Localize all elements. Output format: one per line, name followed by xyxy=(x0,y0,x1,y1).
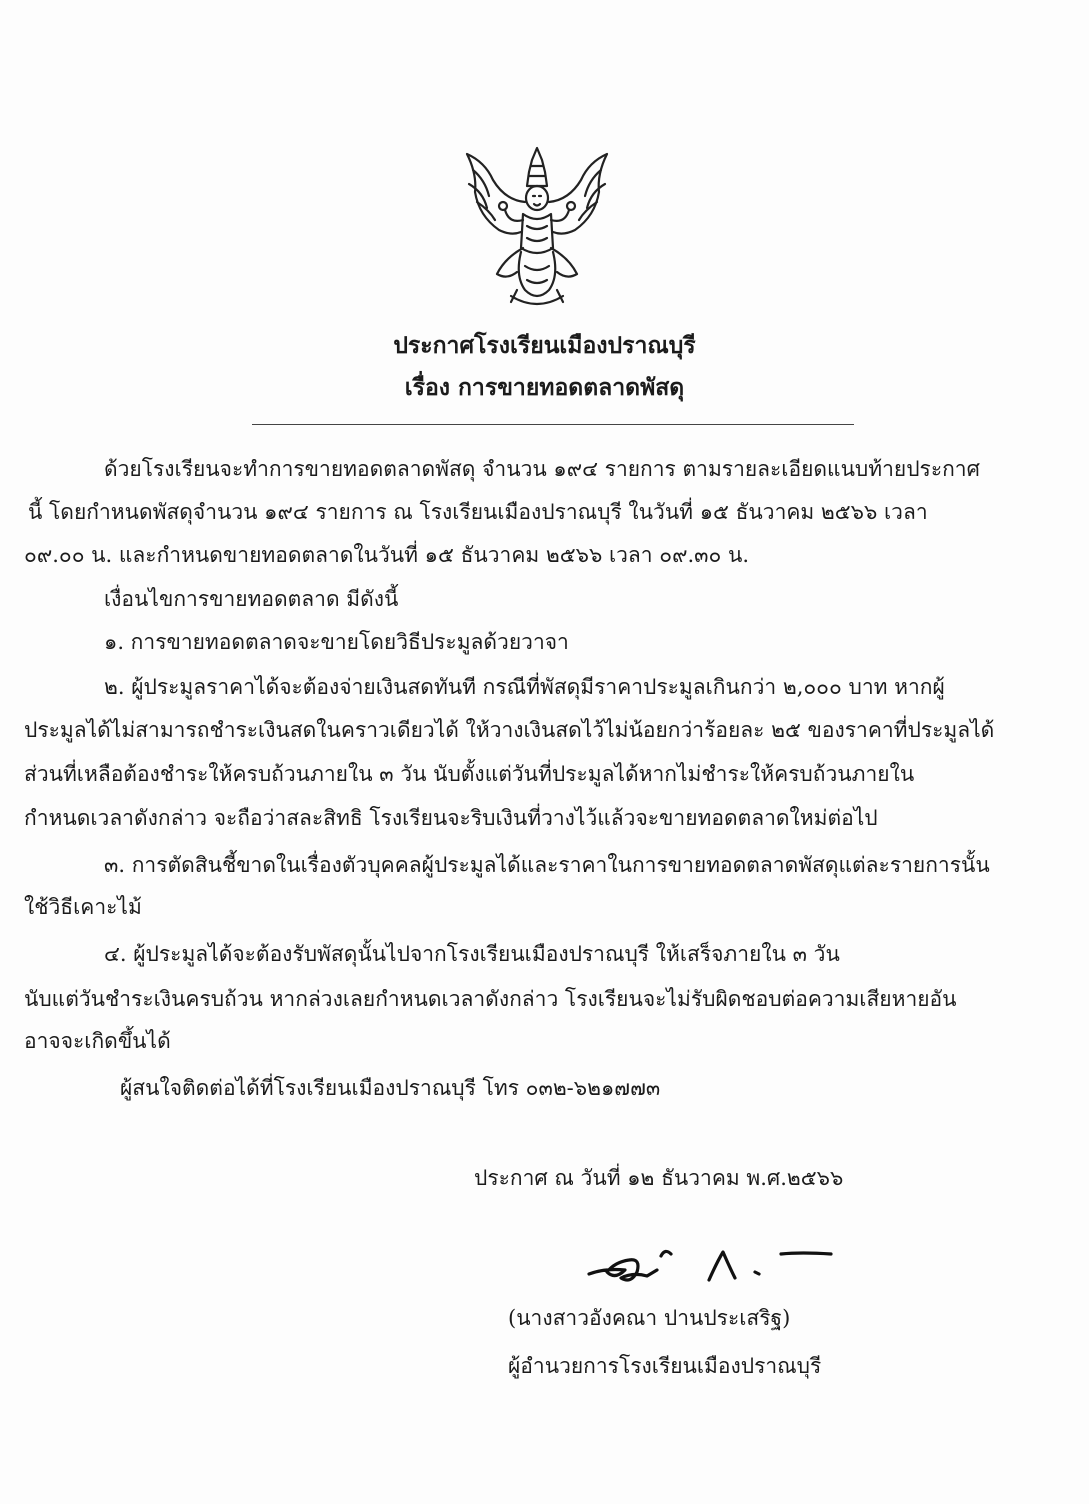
signature-icon xyxy=(585,1242,835,1292)
body-line: ใช้วิธีเคาะไม้ xyxy=(24,895,142,919)
condition-item-2: ๒. ผู้ประมูลราคาได้จะต้องจ่ายเงินสดทันที กรณีที่พัสดุมีราคาประมูลเกินกว่า ๒,๐๐๐ บาท หากผู้ xyxy=(104,675,945,699)
condition-item-3: ๓. การตัดสินชี้ขาดในเรื่องตัวบุคคลผู้ประมูลได้และราคาในการขายทอดตลาดพัสดุแต่ละรายการนั้น xyxy=(104,853,990,877)
body-line: ส่วนที่เหลือต้องชำระให้ครบถ้วนภายใน ๓ วัน นับตั้งแต่วันที่ประมูลได้หากไม่ชำระให้ครบถ้วนภายใน xyxy=(24,762,915,786)
condition-item-1: ๑. การขายทอดตลาดจะขายโดยวิธีประมูลด้วยวาจา xyxy=(104,630,569,654)
garuda-emblem-icon xyxy=(455,140,620,315)
title-divider xyxy=(252,424,854,425)
body-line: ด้วยโรงเรียนจะทำการขายทอดตลาดพัสดุ จำนวน ๑๙๔ รายการ ตามรายละเอียดแนบท้ายประกาศ xyxy=(104,457,980,481)
body-line: อาจจะเกิดขึ้นได้ xyxy=(24,1029,171,1053)
announcement-subject: เรื่อง การขายทอดตลาดพัสดุ xyxy=(404,374,685,401)
announcement-date: ประกาศ ณ วันที่ ๑๒ ธันวาคม พ.ศ.๒๕๖๖ xyxy=(474,1166,844,1190)
body-line: นับแต่วันชำระเงินครบถ้วน หากล่วงเลยกำหนดเวลาดังกล่าว โรงเรียนจะไม่รับผิดชอบต่อความเสียหายอัน xyxy=(24,987,957,1011)
contact-line: ผู้สนใจติดต่อได้ที่โรงเรียนเมืองปราณบุรี โทร ๐๓๒-๖๒๑๗๗๓ xyxy=(120,1076,661,1100)
body-line: นี้ โดยกำหนดพัสดุจำนวน ๑๙๔ รายการ ณ โรงเรียนเมืองปราณบุรี ในวันที่ ๑๕ ธันวาคม ๒๕๖๖ เวลา xyxy=(28,500,928,524)
signatory-name: (นางสาวอังคณา ปานประเสริฐ) xyxy=(508,1306,791,1330)
signatory-position: ผู้อำนวยการโรงเรียนเมืองปราณบุรี xyxy=(508,1354,822,1378)
condition-item-4: ๔. ผู้ประมูลได้จะต้องรับพัสดุนั้นไปจากโรงเรียนเมืองปราณบุรี ให้เสร็จภายใน ๓ วัน xyxy=(104,942,840,966)
body-line: เงื่อนไขการขายทอดตลาด มีดังนี้ xyxy=(104,587,399,611)
body-line: กำหนดเวลาดังกล่าว จะถือว่าสละสิทธิ โรงเรียนจะริบเงินที่วางไว้แล้วจะขายทอดตลาดใหม่ต่อไป xyxy=(24,806,878,830)
body-line: ๐๙.๐๐ น. และกำหนดขายทอดตลาดในวันที่ ๑๕ ธันวาคม ๒๕๖๖ เวลา ๐๙.๓๐ น. xyxy=(24,543,750,567)
body-line: ประมูลได้ไม่สามารถชำระเงินสดในคราวเดียวได้ ให้วางเงินสดไว้ไม่น้อยกว่าร้อยละ ๒๕ ของราคาที่ประมูลได้ xyxy=(24,718,995,742)
announcement-title: ประกาศโรงเรียนเมืองปราณบุรี xyxy=(393,332,696,359)
